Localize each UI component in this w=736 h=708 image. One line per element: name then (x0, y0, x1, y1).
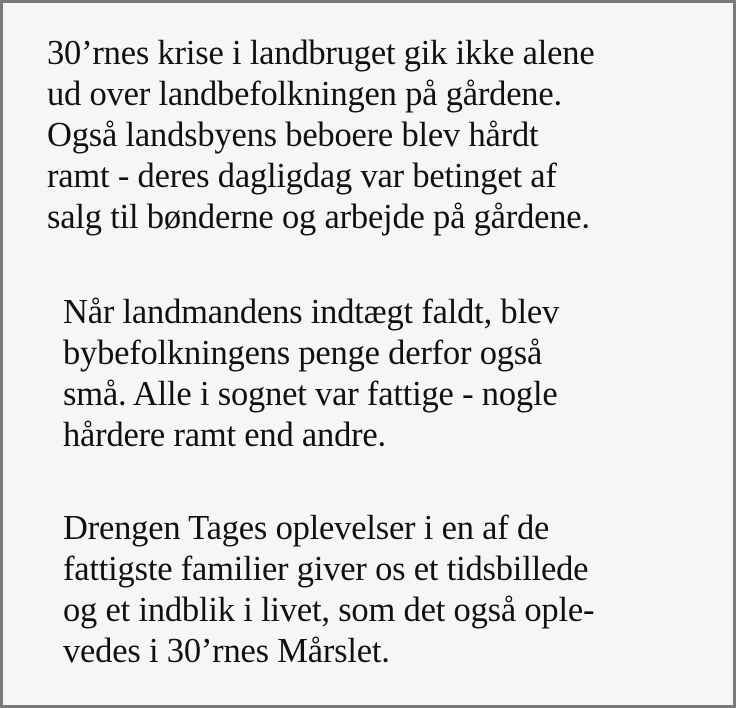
text-line: ud over landbefolkningen på gårdene. (47, 75, 562, 113)
text-line: hårdere ramt end andre. (63, 416, 386, 454)
text-line: vedes i 30’rnes Mårslet. (63, 632, 390, 670)
text-line: små. Alle i sognet var fattige - nogle (63, 375, 558, 413)
text-line: Når landmandens indtægt faldt, blev (63, 293, 560, 331)
paragraph-1 (47, 33, 717, 238)
paragraph-3 (63, 508, 733, 672)
text-line: salg til bønderne og arbejde på gårdene. (47, 198, 590, 236)
text-line: Drengen Tages oplevelser i en af de (63, 509, 550, 547)
paragraph-2 (63, 292, 733, 456)
text-line: bybefolkningens penge derfor også (63, 334, 543, 372)
text-line: ramt - deres dagligdag var betinget af (47, 157, 557, 195)
text-line: og et indblik i livet, som det også ople- (63, 591, 595, 629)
text-line: fattigste familier giver os et tidsbillede (63, 550, 589, 588)
text-line: 30’rnes krise i landbruget gik ikke alene (47, 34, 595, 72)
text-line: Også landsbyens beboere blev hårdt (47, 116, 539, 154)
